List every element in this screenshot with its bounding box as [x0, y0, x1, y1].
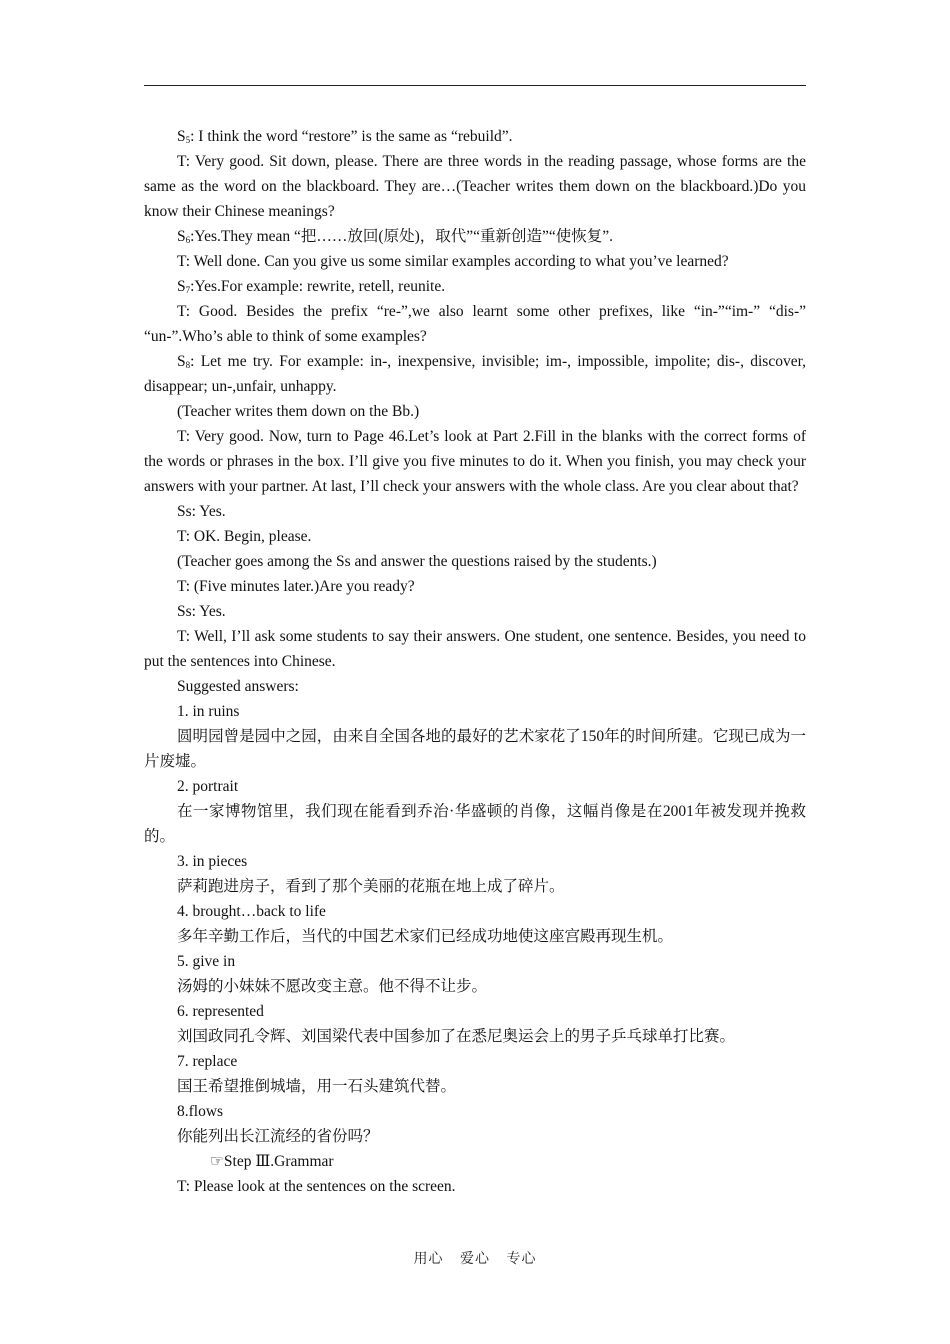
answer-translation: 国王希望推倒城墙，用一石头建筑代替。: [177, 1078, 457, 1095]
footer-text: 爱心: [460, 1252, 490, 1267]
answer-item: 5. give in: [177, 953, 236, 970]
answer-translation: 汤姆的小妹妹不愿改变主意。他不得不让步。: [177, 978, 488, 995]
answers-heading: Suggested answers:: [177, 678, 299, 695]
header-rule: [144, 85, 806, 86]
dialogue-line: T: Very good. Sit down, please. There are three words in the reading passage, whose forms are the same as the word on the blackboard. They are…(Teacher writes them down on the blackboard.)Do you know their Chinese meanings?: [144, 153, 806, 220]
dialogue-line: T: Good. Besides the prefix “re-”,we also learnt some other prefixes, like “in-”“im-” “dis-” “un-”.Who’s able to think of some examples?: [144, 303, 806, 345]
answer-translation: 刘国政同孔令辉、刘国梁代表中国参加了在悉尼奥运会上的男子乒乓球单打比赛。: [177, 1028, 736, 1045]
dialogue-line: $S_5$: I think the word “restore” is the same as “rebuild”.: [177, 128, 513, 145]
dialogue-line: Ss: Yes.: [177, 503, 226, 520]
footer-text: 用心: [413, 1252, 444, 1267]
pointing-hand-icon: ☞: [210, 1153, 224, 1170]
dialogue-line: T: Please look at the sentences on the screen.: [177, 1178, 456, 1195]
answer-translation: 多年辛勤工作后，当代的中国艺术家们已经成功地使这座宫殿再现生机。: [177, 928, 674, 945]
answer-translation: 你能列出长江流经的省份吗？: [177, 1128, 379, 1145]
answer-item: 8.flows: [177, 1103, 224, 1120]
dialogue-line: Ss: Yes.: [177, 603, 226, 620]
stage-direction: (Teacher writes them down on the Bb.): [177, 403, 420, 420]
answer-item: 3. in pieces: [177, 853, 248, 870]
page-footer: [0, 1248, 950, 1268]
footer-text: 专心: [506, 1252, 537, 1267]
answer-translation: 圆明园曾是园中之园，由来自全国各地的最好的艺术家花了150年的时间所建。它现已成为一片废墟。: [144, 728, 806, 770]
answer-item: 7. replace: [177, 1053, 238, 1070]
step-heading: ☞Step Ⅲ.Grammar: [144, 1149, 806, 1174]
dialogue-line: $S_6:Yes.They$ mean “把……放回(原处)，取代”“重新创造”“使恢复”.: [177, 228, 614, 245]
dialogue-line: T: Very good. Now, turn to Page 46.Let’s look at Part 2.Fill in the blanks with the correct forms of the words or phrases in the box. I’ll give you five minutes to do it. When you finish, you may check your answers with your partner. At last, I’ll check your answers with the whole class. Are you clear about that?: [144, 428, 806, 495]
dialogue-line: T: (Five minutes later.)Are you ready?: [177, 578, 415, 595]
dialogue-line: T: Well done. Can you give us some similar examples according to what you’ve learned?: [177, 253, 729, 270]
dialogue-line: $S_7:Yes.For$ example: rewrite, retell, reunite.: [177, 278, 446, 295]
stage-direction: (Teacher goes among the Ss and answer the questions raised by the students.): [177, 553, 657, 570]
answer-translation: 在一家博物馆里，我们现在能看到乔治·华盛顿的肖像，这幅肖像是在2001年被发现并挽救的。: [144, 803, 806, 845]
answer-item: 1. in ruins: [177, 703, 240, 720]
dialogue-line: T: OK. Begin, please.: [177, 528, 312, 545]
answer-item: 4. brought…back to life: [177, 903, 326, 920]
document-body: [144, 124, 806, 1199]
answer-item: 6. represented: [177, 1003, 264, 1020]
answer-item: 2. portrait: [177, 778, 239, 795]
dialogue-line: $S_8$: Let me try. For example: in-, inexpensive, invisible; im-, impossible, impolite; dis-, discover, disappear; un-,unfair, unhappy.: [144, 353, 806, 395]
dialogue-line: T: Well, I’ll ask some students to say their answers. One student, one sentence. Besides, you need to put the sentences into Chinese.: [144, 628, 806, 670]
answer-translation: 萨莉跑进房子，看到了那个美丽的花瓶在地上成了碎片。: [177, 878, 565, 895]
